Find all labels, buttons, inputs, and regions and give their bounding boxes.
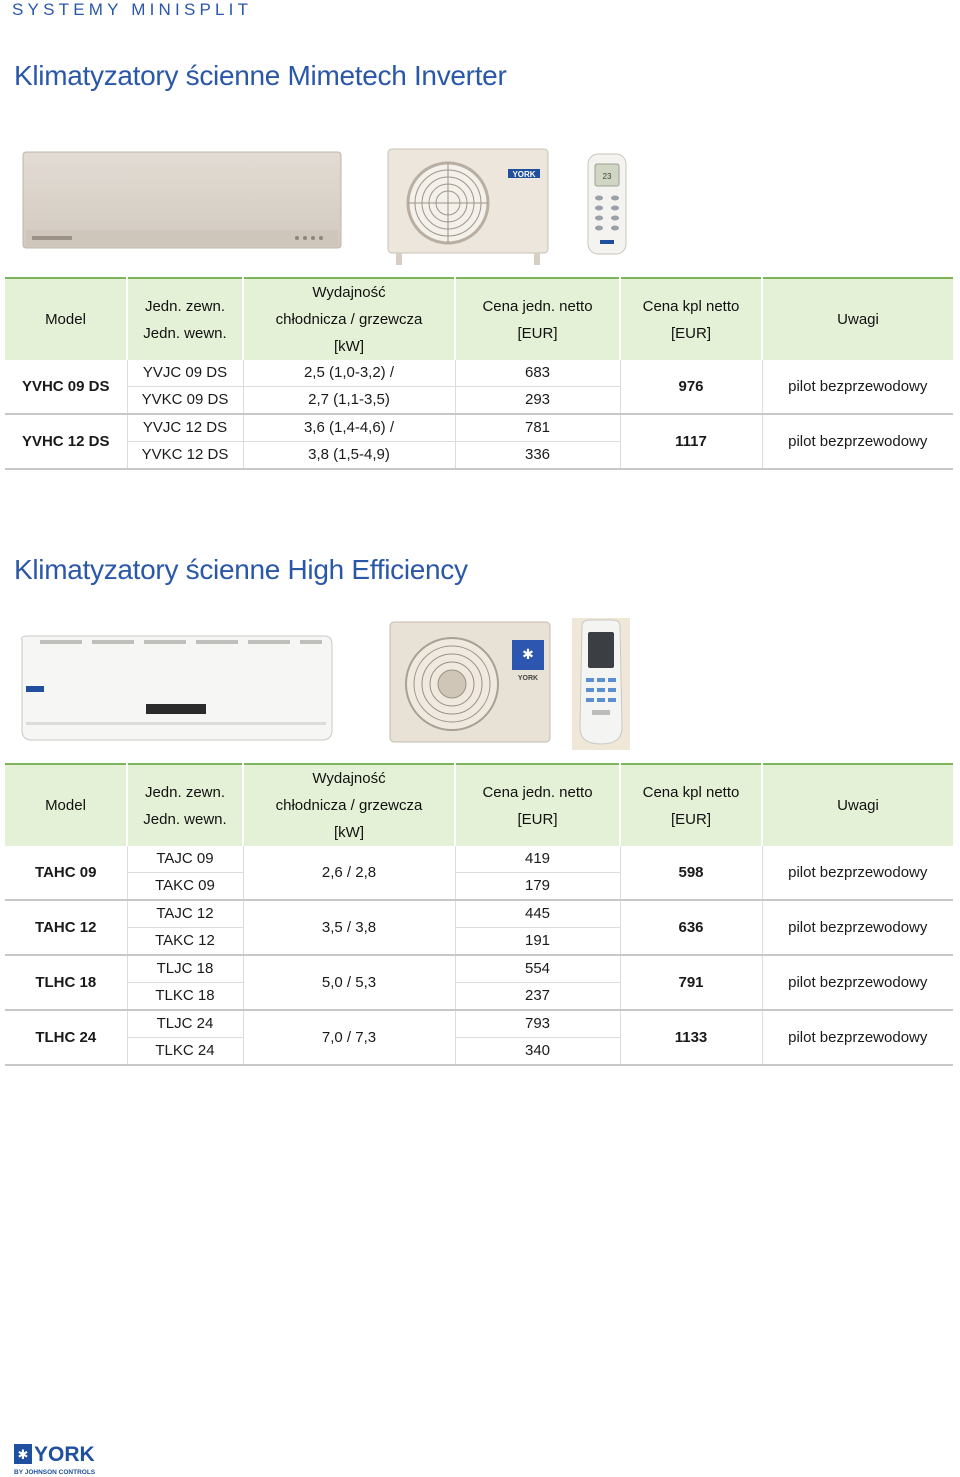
model-cell: YVHC 09 DS xyxy=(5,360,127,414)
indoor-price-cell: 336 xyxy=(455,442,620,470)
model-cell: TAHC 12 xyxy=(5,900,127,955)
indoor-unit-cell: TLKC 18 xyxy=(127,983,243,1011)
outdoor-price-cell: 445 xyxy=(455,900,620,928)
page-header: SYSTEMY MINISPLIT xyxy=(12,0,253,19)
capacity-cell: 3,5 / 3,8 xyxy=(243,900,455,955)
indoor-price-cell: 340 xyxy=(455,1038,620,1066)
table-row xyxy=(5,900,953,928)
set-price-cell: 636 xyxy=(620,900,762,955)
col-header-model: Model xyxy=(5,278,127,360)
set-price-cell: 791 xyxy=(620,955,762,1010)
col-header-model: Model xyxy=(5,764,127,846)
capacity-cell: 3,8 (1,5-4,9) xyxy=(243,442,455,470)
notes-cell: pilot bezprzewodowy xyxy=(762,900,953,955)
section-title-high-efficiency: Klimatyzatory ścienne High Efficiency xyxy=(14,554,468,585)
indoor-unit-cell: YVKC 12 DS xyxy=(127,442,243,470)
col-header-notes: Uwagi xyxy=(762,764,953,846)
outdoor-price-cell: 554 xyxy=(455,955,620,983)
indoor-unit-image xyxy=(16,634,338,744)
col-header-notes: Uwagi xyxy=(762,278,953,360)
svg-text:✱: ✱ xyxy=(17,1448,29,1463)
indoor-unit-image xyxy=(22,150,344,254)
model-cell: TLHC 18 xyxy=(5,955,127,1010)
notes-cell: pilot bezprzewodowy xyxy=(762,846,953,900)
set-price-cell: 1117 xyxy=(620,414,762,469)
table-row xyxy=(5,1010,953,1038)
indoor-price-cell: 293 xyxy=(455,387,620,415)
outdoor-unit-cell: YVJC 12 DS xyxy=(127,414,243,442)
table-header-row xyxy=(5,764,953,846)
table-header-row xyxy=(5,278,953,360)
model-cell: TLHC 24 xyxy=(5,1010,127,1065)
indoor-unit-cell: YVKC 09 DS xyxy=(127,387,243,415)
indoor-unit-cell: TAKC 09 xyxy=(127,873,243,901)
york-tagline: BY JOHNSON CONTROLS xyxy=(14,1469,96,1476)
model-cell: YVHC 12 DS xyxy=(5,414,127,469)
york-logo xyxy=(14,1442,104,1476)
capacity-cell: 3,6 (1,4-4,6) / xyxy=(243,414,455,442)
indoor-price-cell: 179 xyxy=(455,873,620,901)
outdoor-unit-cell: TAJC 12 xyxy=(127,900,243,928)
notes-cell: pilot bezprzewodowy xyxy=(762,1010,953,1065)
capacity-cell: 2,6 / 2,8 xyxy=(243,846,455,900)
svg-text:23: 23 xyxy=(602,172,612,181)
remote-control-image xyxy=(586,152,630,258)
capacity-cell: 7,0 / 7,3 xyxy=(243,1010,455,1065)
table-row xyxy=(5,955,953,983)
col-header-units: Jedn. zewn. Jedn. wewn. xyxy=(127,278,243,360)
york-logo-text: YORK xyxy=(34,1443,95,1466)
table-row xyxy=(5,414,953,442)
outdoor-unit-cell: TLJC 18 xyxy=(127,955,243,983)
notes-cell: pilot bezprzewodowy xyxy=(762,360,953,414)
outdoor-price-cell: 781 xyxy=(455,414,620,442)
outdoor-price-cell: 419 xyxy=(455,846,620,873)
indoor-unit-cell: TLKC 24 xyxy=(127,1038,243,1066)
col-header-set-price: Cena kpl netto [EUR] xyxy=(620,278,762,360)
york-logo-text: YORK xyxy=(512,170,536,179)
set-price-cell: 976 xyxy=(620,360,762,414)
capacity-cell: 2,5 (1,0-3,2) / xyxy=(243,360,455,387)
notes-cell: pilot bezprzewodowy xyxy=(762,414,953,469)
outdoor-price-cell: 683 xyxy=(455,360,620,387)
col-header-capacity: Wydajność chłodnicza / grzewcza [kW] xyxy=(243,278,455,360)
capacity-cell: 5,0 / 5,3 xyxy=(243,955,455,1010)
col-header-capacity: Wydajność chłodnicza / grzewcza [kW] xyxy=(243,764,455,846)
outdoor-unit-cell: TAJC 09 xyxy=(127,846,243,873)
outdoor-unit-image xyxy=(386,147,556,267)
indoor-price-cell: 191 xyxy=(455,928,620,956)
table-row xyxy=(5,846,953,873)
capacity-cell: 2,7 (1,1-3,5) xyxy=(243,387,455,415)
col-header-set-price: Cena kpl netto [EUR] xyxy=(620,764,762,846)
price-table-high-efficiency xyxy=(5,763,953,1066)
col-header-unit-price: Cena jedn. netto [EUR] xyxy=(455,278,620,360)
outdoor-unit-cell: TLJC 24 xyxy=(127,1010,243,1038)
svg-text:YORK: YORK xyxy=(517,675,539,682)
outdoor-price-cell: 793 xyxy=(455,1010,620,1038)
price-table-inverter xyxy=(5,277,953,470)
remote-control-image xyxy=(572,618,630,750)
col-header-units: Jedn. zewn. Jedn. wewn. xyxy=(127,764,243,846)
svg-text:✱: ✱ xyxy=(522,647,534,663)
outdoor-unit-cell: YVJC 09 DS xyxy=(127,360,243,387)
set-price-cell: 598 xyxy=(620,846,762,900)
col-header-unit-price: Cena jedn. netto [EUR] xyxy=(455,764,620,846)
section-title-inverter: Klimatyzatory ścienne Mimetech Inverter xyxy=(14,60,507,91)
set-price-cell: 1133 xyxy=(620,1010,762,1065)
model-cell: TAHC 09 xyxy=(5,846,127,900)
notes-cell: pilot bezprzewodowy xyxy=(762,955,953,1010)
indoor-price-cell: 237 xyxy=(455,983,620,1011)
indoor-unit-cell: TAKC 12 xyxy=(127,928,243,956)
table-row xyxy=(5,360,953,387)
outdoor-unit-image xyxy=(388,618,554,750)
